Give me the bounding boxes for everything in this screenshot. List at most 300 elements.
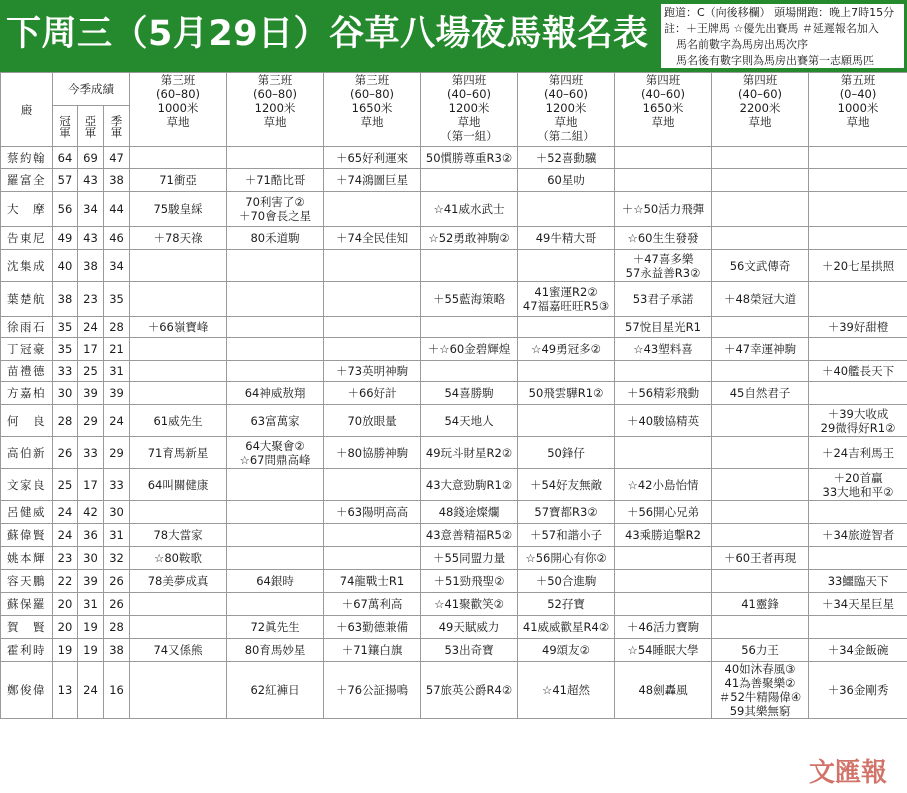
entry-cell [712,250,809,282]
trainer-name: 葉楚航 [1,282,53,317]
entry-cell [615,250,712,282]
entry-cell [615,227,712,250]
horse-entry: ＋40艦長天下 [821,364,895,378]
thirds-cell: 44 [104,192,130,227]
horse-entry: 57寶都R3② [534,505,598,519]
horse-entry: ＋71鑲白旗 [341,643,403,657]
horse-entry: ＋47幸運神駒 [723,342,797,356]
class-name: 第四班 [451,73,487,87]
class-surface: 草地 [651,115,675,129]
entry-cell [809,469,907,501]
table-row [1,382,907,405]
horse-entry: 64銀時 [256,574,294,588]
trainer-name: 大 摩 [1,192,53,227]
horse-entry: 47福嘉旺旺R5③ [522,299,610,313]
entry-cell [324,662,421,719]
wins-cell: 22 [53,570,78,593]
horse-entry: 80禾道駒 [250,231,300,245]
table-row [1,547,907,570]
entry-cell [324,250,421,282]
entry-cell [712,593,809,616]
class-name: 第五班 [840,73,876,87]
entry-cell [615,169,712,192]
entry-cell [227,169,324,192]
entry-cell [809,547,907,570]
entry-cell [615,361,712,382]
trainer-name: 霍利時 [1,639,53,662]
horse-entry: ＋56開心兄弟 [626,505,700,519]
entry-cell [421,469,518,501]
horse-entry: ＋54好友無敵 [529,477,603,492]
entry-cell [615,338,712,361]
thirds-cell: 29 [104,437,130,469]
trainer-name: 蘇偉賢 [1,524,53,547]
wins-cell: 64 [53,147,78,169]
entry-cell [227,250,324,282]
entry-cell [130,169,227,192]
class-distance: 2200米 [739,101,781,115]
entry-cell [615,616,712,639]
table-row [1,469,907,501]
entry-cell [518,616,615,639]
entry-cell [227,227,324,250]
thirds-cell: 30 [104,501,130,524]
seconds-cell: 29 [78,405,104,437]
horse-entry: ＋63陽明高高 [335,505,409,519]
entry-cell [615,524,712,547]
horse-entry: 62紅褲日 [250,683,300,697]
entry-cell [324,338,421,361]
entry-cell [130,338,227,361]
trainer-name: 容天鵬 [1,570,53,593]
entry-cell [227,361,324,382]
horse-entry: ＋63勤德兼備 [335,620,409,634]
wins-cell: 20 [53,616,78,639]
entry-cell [324,616,421,639]
entry-cell [324,547,421,570]
entry-cell [809,361,907,382]
seconds-cell: 24 [78,662,104,719]
horse-entry: ＋74鴻圖巨星 [335,173,409,187]
table-row [1,361,907,382]
horse-entry: ＃52牛精陽偉④ [718,690,802,704]
entry-cell [809,524,907,547]
class-header [518,73,615,147]
entry-cell [227,501,324,524]
entry-cell [227,192,324,227]
entry-cell [518,282,615,317]
class-surface: 草地 [166,115,190,129]
entry-cell [324,169,421,192]
entry-cell [227,593,324,616]
entry-cell [324,382,421,405]
horse-entry: ＋51勁飛聖② [433,574,505,588]
entry-cell [227,338,324,361]
horse-entry: ＋34天星巨星 [821,597,895,611]
entry-cell [227,616,324,639]
thirds-cell: 35 [104,282,130,317]
trainer-name: 高伯新 [1,437,53,469]
horse-entry: 74又係熊 [153,643,203,657]
wins-cell: 23 [53,547,78,570]
horse-entry: ＋66嶺寶峰 [147,320,209,334]
horse-entry: ＋50合進駒 [535,574,597,588]
wins-cell: 13 [53,662,78,719]
class-surface: 草地 [360,115,384,129]
entry-cell [130,593,227,616]
entry-cell [421,338,518,361]
horse-entry: ＋34金飯碗 [827,643,889,657]
entry-cell [421,570,518,593]
horse-entry: ＋20七星拱照 [821,258,895,273]
thirds-cell: 28 [104,616,130,639]
entry-cell [615,547,712,570]
entry-cell [324,593,421,616]
horse-entry: ＋46活力寶駒 [626,620,700,634]
entry-cell [518,524,615,547]
horse-entry: ☆80鞍歌 [154,551,202,565]
horse-entry: 41靈鋒 [741,597,779,611]
horse-entry: ＋65好利運來 [335,150,409,165]
horse-entry: ☆56開心有你② [525,551,607,565]
horse-entry: 41蜜運R2② [534,285,598,299]
entry-cell [518,169,615,192]
horse-entry: 61威先生 [153,413,203,428]
horse-entry: 50慣勝尊重R3② [425,150,513,165]
table-row [1,662,907,719]
entry-cell [421,282,518,317]
entry-cell [615,405,712,437]
entry-cell [615,593,712,616]
table-row [1,192,907,227]
horse-entry: ＋74全民佳知 [335,231,409,245]
class-group: （第二組） [537,129,595,143]
horse-entry: ☆67問鼎高峰 [239,452,311,467]
entry-cell [421,639,518,662]
entry-cell [615,192,712,227]
page-title: 下周三（5月29日）谷草八場夜馬報名表 [6,14,649,54]
wins-cell: 57 [53,169,78,192]
entry-cell [809,147,907,169]
entry-cell [324,227,421,250]
entry-cell [130,147,227,169]
entry-cell [421,227,518,250]
wins-cell: 26 [53,437,78,469]
class-surface: 草地 [263,115,287,129]
horse-entry: ☆60生生發發 [627,231,699,245]
horse-entry: ☆54睡眠大學 [627,643,699,657]
thirds-cell: 24 [104,405,130,437]
entry-cell [518,227,615,250]
entry-cell [421,437,518,469]
horse-entry: ＋55同盟力量 [432,551,506,565]
seconds-cell: 30 [78,547,104,570]
seconds-cell: 19 [78,616,104,639]
entry-cell [809,282,907,317]
class-name: 第三班 [354,73,390,87]
entry-cell [712,147,809,169]
class-rating: (60–80) [253,87,298,101]
class-distance: 1000米 [157,101,199,115]
horse-entry: ＋76公証揚鳴 [335,683,409,697]
thirds-cell: 16 [104,662,130,719]
trainer-name: 苗禮德 [1,361,53,382]
entry-cell [324,570,421,593]
horse-entry: 70放眼量 [347,413,397,428]
class-header [615,73,712,147]
wins-cell: 49 [53,227,78,250]
wins-cell: 20 [53,593,78,616]
entry-cell [615,639,712,662]
entry-cell [712,662,809,719]
class-header [130,73,227,147]
horse-entry: 49頌友② [542,643,590,657]
horse-entry: 80育馬妙星 [244,643,306,657]
wins-cell: 19 [53,639,78,662]
thirds-cell: 21 [104,338,130,361]
trainer-name: 文家良 [1,469,53,501]
seconds-cell: 38 [78,250,104,282]
entry-cell [712,469,809,501]
horse-entry: ＋67萬利高 [341,597,403,611]
entry-cell [809,250,907,282]
entry-cell [615,437,712,469]
trainer-name: 告東尼 [1,227,53,250]
entry-cell [227,570,324,593]
horse-entry: 54喜勝駒 [444,386,494,400]
entry-cell [712,570,809,593]
seconds-cell: 34 [78,192,104,227]
horse-entry: 78大當家 [153,528,203,542]
horse-entry: ☆41威水武士 [433,202,505,216]
class-rating: (60–80) [350,87,395,101]
entry-cell [518,361,615,382]
horse-entry: ＋80協勝神駒 [335,445,409,460]
horse-entry: 49天賦威力 [438,620,500,634]
horse-entry: ＋78天祿 [153,231,203,245]
notes-box [661,4,904,68]
horse-entry: ＋55藍海策略 [432,292,506,306]
trainer-name: 鄭俊偉 [1,662,53,719]
class-group: （第一組） [440,129,498,143]
entry-cell [712,524,809,547]
horse-entry: 33鱷臨天下 [827,574,889,588]
entry-cell [227,547,324,570]
horse-entry: 64大聚會② [245,438,305,453]
horse-entry: ＋☆50活力飛彈 [621,202,705,216]
entry-cell [421,250,518,282]
entry-cell [324,361,421,382]
thirds-header: 季軍 [104,106,130,147]
entry-cell [421,593,518,616]
entry-cell [712,382,809,405]
horse-entry: 48劍轟風 [638,683,688,697]
horse-entry: ＋73英明神駒 [335,364,409,378]
horse-entry: ＋56精彩飛動 [626,386,700,400]
entry-cell [809,570,907,593]
class-surface: 草地 [457,115,481,129]
entry-cell [518,570,615,593]
thirds-cell: 47 [104,147,130,169]
horse-entry: ＋39好甜橙 [827,320,889,334]
entry-cell [421,547,518,570]
entry-cell [615,501,712,524]
entry-cell [130,317,227,338]
class-surface: 草地 [748,115,772,129]
wins-cell: 38 [53,282,78,317]
seconds-cell: 25 [78,361,104,382]
table-row [1,501,907,524]
entry-cell [130,437,227,469]
horse-entry: ＋70會長之星 [238,209,312,223]
horse-entry: ☆52勇敢神駒② [428,231,510,245]
entry-cell [809,317,907,338]
horse-entry: 41為善聚樂② [724,676,796,690]
entry-cell [227,437,324,469]
class-name: 第三班 [160,73,196,87]
entry-cell [809,662,907,719]
entry-cell [227,524,324,547]
trainer-name: 蘇保羅 [1,593,53,616]
entry-cell [712,616,809,639]
class-distance: 1200米 [545,101,587,115]
entry-cell [518,593,615,616]
entry-cell [712,192,809,227]
entry-cell [712,282,809,317]
trainer-name: 方嘉柏 [1,382,53,405]
thirds-cell: 34 [104,250,130,282]
horse-entry: ＋24吉利馬王 [821,445,895,460]
seconds-cell: 43 [78,169,104,192]
entry-cell [809,639,907,662]
table-row [1,227,907,250]
newspaper-watermark: 文匯報 [809,758,888,788]
entry-cell [518,437,615,469]
seconds-cell: 69 [78,147,104,169]
entry-cell [712,547,809,570]
horse-entry: 52孖寶 [547,597,585,611]
entry-cell [518,382,615,405]
thirds-cell: 38 [104,169,130,192]
entry-cell [809,501,907,524]
entry-cell [712,361,809,382]
horse-entry: 60星叻 [547,173,585,187]
horse-entry: 71衝亞 [159,173,197,187]
horse-entry: 50鋒仔 [547,445,585,460]
entry-cell [712,501,809,524]
class-name: 第四班 [645,73,681,87]
entry-cell [227,639,324,662]
horse-entry: 50飛雲驊R1② [528,386,604,400]
entry-cell [809,227,907,250]
wins-cell: 35 [53,338,78,361]
horse-entry: 64叫關健康 [147,477,209,492]
wins-cell: 33 [53,361,78,382]
class-rating: (0–40) [839,87,877,101]
note-legend: 註：＋王牌馬 ☆優先出賽馬 ＃延遲報名加入 [664,22,879,35]
table-row [1,250,907,282]
entry-cell [130,501,227,524]
horse-entry: ＋20首贏 [833,470,883,485]
trainer-name: 賀 賢 [1,616,53,639]
seconds-cell: 33 [78,437,104,469]
horse-entry: ☆41聚歡笑② [434,597,504,611]
entry-cell [324,317,421,338]
note-track: 跑道：C（向後移欄） 頭場開跑：晚上7時15分 [664,6,895,19]
horse-entry: ＋66好計 [347,386,397,400]
entry-cell [227,469,324,501]
entry-cell [615,282,712,317]
seconds-cell: 39 [78,570,104,593]
entry-cell [227,662,324,719]
seconds-cell: 24 [78,317,104,338]
entry-cell [421,361,518,382]
entry-cell [615,469,712,501]
table-row [1,593,907,616]
entry-cell [809,192,907,227]
class-header [421,73,518,147]
entry-cell [421,501,518,524]
entry-cell [421,616,518,639]
entry-cell [130,524,227,547]
class-surface: 草地 [554,115,578,129]
class-distance: 1650米 [351,101,393,115]
entry-cell [324,282,421,317]
horse-entry: 40如沐春風③ [724,662,796,676]
horse-entry: 53出奇寶 [444,643,494,657]
entry-cell [712,227,809,250]
entry-cell [518,547,615,570]
horse-entry: 43意善精福R5② [425,528,513,542]
entry-cell [227,382,324,405]
wins-cell: 25 [53,469,78,501]
horse-entry: 54天地人 [444,413,494,428]
entry-cell [518,469,615,501]
trainer-header: 廄 [1,73,53,147]
seconds-cell: 23 [78,282,104,317]
entry-cell [421,662,518,719]
wins-cell: 24 [53,524,78,547]
table-row [1,437,907,469]
horse-entry: ☆42小島怡情 [627,477,699,492]
thirds-cell: 38 [104,639,130,662]
horse-entry: 45自然君子 [729,386,791,400]
trainer-name: 蔡約翰 [1,147,53,169]
class-rating: (40–60) [641,87,686,101]
horse-entry: 78美夢成真 [147,574,209,588]
horse-entry: 49牛精大哥 [535,231,597,245]
thirds-cell: 39 [104,382,130,405]
horse-entry: 56文武傳奇 [729,258,791,273]
wins-cell: 24 [53,501,78,524]
wins-header: 冠軍 [53,106,78,147]
entry-cell [518,192,615,227]
seconds-cell: 42 [78,501,104,524]
entry-cell [518,639,615,662]
entry-cell [324,501,421,524]
entry-cell [712,437,809,469]
entry-cell [518,250,615,282]
entries-body [1,147,907,719]
entry-cell [324,469,421,501]
horse-entry: 33大地和平② [822,484,894,499]
horse-entry: 53君子承諾 [632,292,694,306]
entry-cell [130,282,227,317]
horse-entry: 71育馬新星 [147,445,209,460]
horse-entry: 57悅目星光R1 [625,320,701,334]
table-row [1,405,907,437]
seconds-cell: 36 [78,524,104,547]
